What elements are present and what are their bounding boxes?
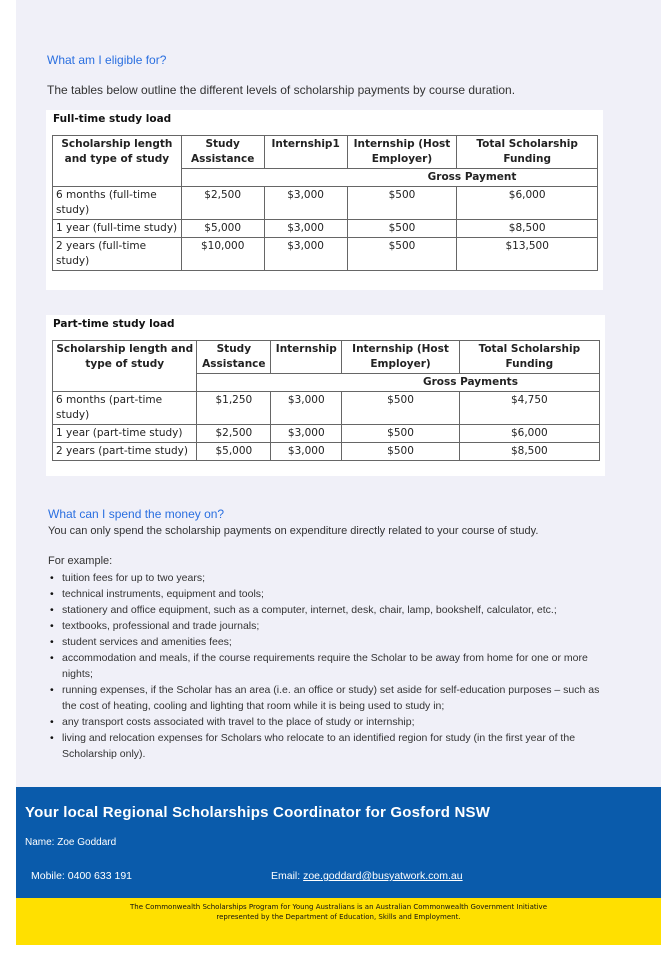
column-header: Scholarship length and type of study bbox=[53, 136, 182, 187]
part-time-table-panel bbox=[46, 315, 605, 476]
column-header: Internship (Host Employer) bbox=[347, 136, 457, 169]
cell-internship: $3,000 bbox=[264, 187, 347, 220]
gross-payment-label: Gross Payments bbox=[342, 374, 600, 392]
cell-length: 6 months (full-time study) bbox=[53, 187, 182, 220]
cell-host-employer: $500 bbox=[347, 187, 457, 220]
column-header: Internship1 bbox=[264, 136, 347, 169]
cell-length: 6 months (part-time study) bbox=[53, 392, 197, 425]
cell-total: $6,000 bbox=[459, 425, 599, 443]
column-header: Study Assistance bbox=[197, 341, 271, 374]
table-row bbox=[53, 238, 598, 271]
program-footer bbox=[16, 898, 661, 945]
cell-total: $8,500 bbox=[459, 443, 599, 461]
cell-internship: $3,000 bbox=[271, 443, 342, 461]
cell-length: 1 year (full-time study) bbox=[53, 220, 182, 238]
cell-host-employer: $500 bbox=[347, 220, 457, 238]
table-row bbox=[53, 392, 600, 425]
empty-cell bbox=[181, 169, 347, 187]
example-label: For example: bbox=[48, 555, 113, 567]
coordinator-name: Name: Zoe Goddard bbox=[25, 837, 117, 848]
cell-internship: $3,000 bbox=[264, 220, 347, 238]
coordinator-email bbox=[271, 870, 463, 882]
table-header-row bbox=[53, 136, 598, 169]
empty-cell bbox=[197, 374, 342, 392]
cell-length: 1 year (part-time study) bbox=[53, 425, 197, 443]
table-row bbox=[53, 425, 600, 443]
cell-total: $8,500 bbox=[457, 220, 598, 238]
spending-heading: What can I spend the money on? bbox=[48, 507, 225, 521]
column-header: Scholarship length and type of study bbox=[53, 341, 197, 392]
cell-study-assistance: $5,000 bbox=[197, 443, 271, 461]
cell-host-employer: $500 bbox=[342, 425, 459, 443]
full-time-table bbox=[52, 135, 598, 271]
cell-study-assistance: $1,250 bbox=[197, 392, 271, 425]
cell-study-assistance: $2,500 bbox=[181, 187, 264, 220]
coordinator-band bbox=[16, 787, 661, 898]
table-row bbox=[53, 187, 598, 220]
list-item: • any transport costs associated with travel to the place of study or internship; bbox=[48, 714, 608, 730]
list-item: • running expenses, if the Scholar has an area (i.e. an office or study) set aside for self-education purposes – such as the cost of heating, cooling and lighting that room while it is being used to study in; bbox=[48, 682, 608, 714]
full-time-table-title: Full-time study load bbox=[53, 113, 172, 125]
cell-total: $4,750 bbox=[459, 392, 599, 425]
cell-host-employer: $500 bbox=[347, 238, 457, 271]
cell-total: $6,000 bbox=[457, 187, 598, 220]
spending-list bbox=[48, 570, 608, 762]
list-item: • textbooks, professional and trade journals; bbox=[48, 618, 608, 634]
cell-host-employer: $500 bbox=[342, 392, 459, 425]
part-time-table bbox=[52, 340, 600, 461]
table-header-row bbox=[53, 341, 600, 374]
full-time-table-panel bbox=[46, 110, 603, 290]
cell-host-employer: $500 bbox=[342, 443, 459, 461]
column-header: Total Scholarship Funding bbox=[457, 136, 598, 169]
cell-length: 2 years (full-time study) bbox=[53, 238, 182, 271]
column-header: Study Assistance bbox=[181, 136, 264, 169]
email-label: Email: bbox=[271, 870, 304, 882]
cell-study-assistance: $10,000 bbox=[181, 238, 264, 271]
cell-total: $13,500 bbox=[457, 238, 598, 271]
eligibility-heading: What am I eligible for? bbox=[47, 53, 167, 67]
cell-internship: $3,000 bbox=[271, 425, 342, 443]
column-header: Internship bbox=[271, 341, 342, 374]
coordinator-title: Your local Regional Scholarships Coordinator for Gosford NSW bbox=[25, 804, 491, 821]
footer-line-1: The Commonwealth Scholarships Program for Young Australians is an Australian Commonwealth Government Initiative bbox=[130, 903, 547, 911]
column-header: Total Scholarship Funding bbox=[459, 341, 599, 374]
list-item: • technical instruments, equipment and tools; bbox=[48, 586, 608, 602]
cell-internship: $3,000 bbox=[264, 238, 347, 271]
cell-internship: $3,000 bbox=[271, 392, 342, 425]
list-item: • accommodation and meals, if the course requirements require the Scholar to be away from home for one or more nights; bbox=[48, 650, 608, 682]
part-time-table-title: Part-time study load bbox=[53, 318, 175, 330]
spending-intro: You can only spend the scholarship payments on expenditure directly related to your course of study. bbox=[48, 525, 539, 537]
table-row bbox=[53, 220, 598, 238]
eligibility-intro: The tables below outline the different levels of scholarship payments by course duration. bbox=[47, 83, 516, 97]
cell-study-assistance: $5,000 bbox=[181, 220, 264, 238]
list-item: • stationery and office equipment, such as a computer, internet, desk, chair, lamp, bookshelf, calculator, etc.; bbox=[48, 602, 608, 618]
column-header: Internship (Host Employer) bbox=[342, 341, 459, 374]
email-link[interactable]: zoe.goddard@busyatwork.com.au bbox=[303, 870, 463, 882]
table-row bbox=[53, 443, 600, 461]
list-item: • student services and amenities fees; bbox=[48, 634, 608, 650]
list-item: • tuition fees for up to two years; bbox=[48, 570, 608, 586]
list-item: • living and relocation expenses for Scholars who relocate to an identified region for study (in the first year of the Scholarship only). bbox=[48, 730, 608, 762]
footer-line-2: represented by the Department of Education, Skills and Employment. bbox=[216, 913, 461, 921]
gross-payment-label: Gross Payment bbox=[347, 169, 597, 187]
coordinator-mobile: Mobile: 0400 633 191 bbox=[31, 870, 132, 882]
cell-study-assistance: $2,500 bbox=[197, 425, 271, 443]
cell-length: 2 years (part-time study) bbox=[53, 443, 197, 461]
